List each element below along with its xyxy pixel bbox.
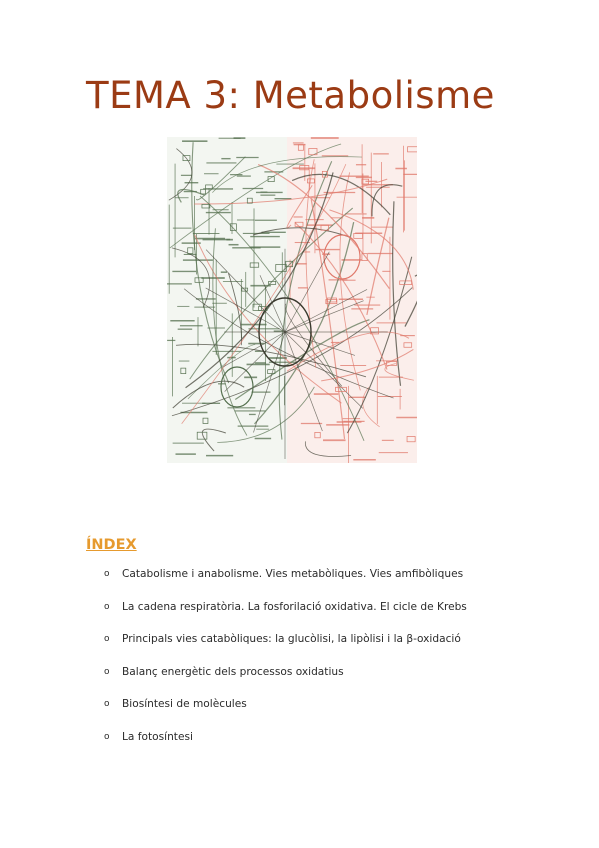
- index-item: [104, 631, 467, 664]
- index-item: [104, 696, 467, 729]
- bullet-icon: o: [104, 601, 110, 612]
- bullet-icon: o: [104, 666, 110, 677]
- bullet-icon: o: [104, 569, 110, 579]
- index-heading: ÍNDEX: [86, 537, 137, 553]
- bullet-icon: o: [104, 634, 110, 644]
- bullet-icon: o: [104, 699, 110, 709]
- page-title: TEMA 3: Metabolisme: [86, 74, 495, 117]
- index-list: [104, 566, 467, 761]
- bullet-icon: o: [104, 731, 110, 742]
- index-item: [104, 729, 467, 762]
- index-item-label: Catabolisme i anabolisme. Vies metabòliques. Vies amfibòliques: [122, 568, 464, 580]
- index-item-label: La cadena respiratòria. La fosforilació oxidativa. El cicle de Krebs: [122, 600, 467, 613]
- index-item-label: Balanç energètic dels processos oxidatius: [122, 665, 344, 678]
- index-item-label: La fotosíntesi: [122, 730, 193, 743]
- index-item-label: Principals vies catabòliques: la glucòlisi, la lipòlisi i la β-oxidació: [122, 633, 461, 645]
- index-item-label: Biosíntesi de molècules: [122, 698, 247, 710]
- metabolic-map-figure: [167, 137, 417, 463]
- index-item: [104, 664, 467, 697]
- index-item: [104, 599, 467, 632]
- index-item: [104, 566, 467, 599]
- metabolic-map-illustration: [167, 137, 417, 463]
